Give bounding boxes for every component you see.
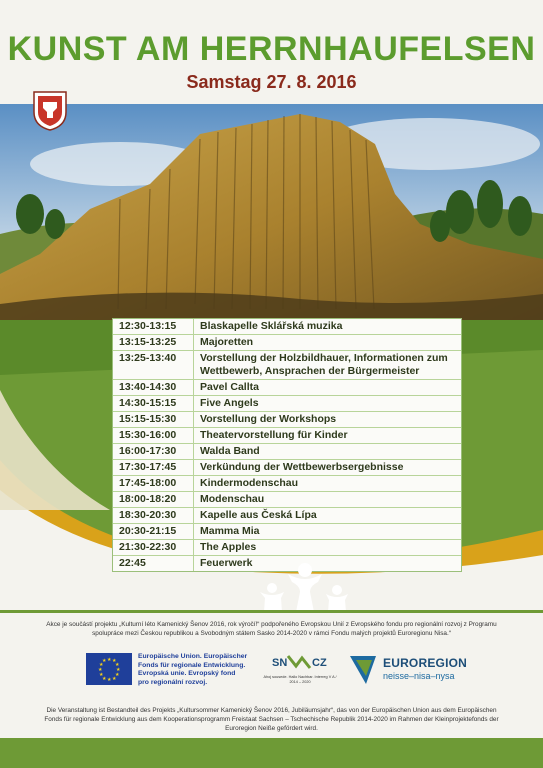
schedule-time: 15:30-16:00 (113, 428, 194, 443)
svg-text:★: ★ (107, 677, 112, 683)
svg-text:★: ★ (112, 658, 117, 664)
schedule-time: 17:45-18:00 (113, 476, 194, 491)
svg-text:★: ★ (115, 662, 120, 668)
schedule-time: 20:30-21:15 (113, 524, 194, 539)
schedule-row (113, 396, 461, 412)
schedule-row (113, 508, 461, 524)
svg-text:★: ★ (112, 676, 117, 682)
schedule-row (113, 540, 461, 556)
schedule-event: The Apples (200, 541, 257, 553)
svg-text:★: ★ (107, 657, 112, 663)
eu-fund-label: Europäische Union. Europäischer Fonds für regionale Entwicklung. Evropská unie. Evropský fond pro regionální rozvoj. (138, 653, 248, 686)
schedule-time: 12:30-13:15 (113, 319, 194, 334)
czech-funding-note: Akce je součástí projektu „Kulturní léto Kamenický Šenov 2016, rok výročí!“ podpořeného Evropskou Unií z Evropského fondu pro regionální rozvoj z Programu spolupráce mezi Českou republikou a Svobodným státem Sasko 2014-2020 v rámci Fondu malých projektů Euroregionu Nisa.“ (46, 621, 497, 637)
schedule-row (113, 380, 461, 396)
schedule-event: Blaskapelle Sklářská muzika (200, 320, 343, 332)
schedule-row (113, 444, 461, 460)
sncz-right-label: CZ (312, 657, 327, 669)
schedule-time: 18:00-18:20 (113, 492, 194, 507)
euroregion-title: EUROREGION (383, 656, 468, 670)
schedule-row (113, 476, 461, 492)
schedule-time: 15:15-15:30 (113, 412, 194, 427)
svg-text:★: ★ (115, 672, 120, 678)
schedule-event: Mamma Mia (200, 525, 260, 537)
eu-flag-icon (86, 653, 132, 685)
schedule-time: 22:45 (113, 556, 194, 571)
sn-cz-logo (266, 648, 336, 692)
event-date: Samstag 27. 8. 2016 (186, 72, 357, 92)
schedule-event: Vorstellung der Holzbildhauer, Informationen zum Wettbewerb, Ansprachen der Bürgermeister (200, 352, 448, 377)
schedule-row (113, 412, 461, 428)
rock-photo (0, 104, 543, 344)
schedule-event: Vorstellung der Workshops (200, 413, 337, 425)
svg-text:★: ★ (98, 667, 103, 673)
schedule-row (113, 524, 461, 540)
schedule-row (113, 460, 461, 476)
schedule-event: Verkündung der Wettbewerbsergebnisse (200, 461, 404, 473)
footer-bottom-bar (0, 738, 543, 768)
svg-text:★: ★ (116, 667, 121, 673)
schedule-time: 18:30-20:30 (113, 508, 194, 523)
schedule-row (113, 335, 461, 351)
program-schedule (112, 318, 462, 572)
schedule-row (113, 319, 461, 335)
schedule-event: Pavel Callta (200, 381, 259, 393)
schedule-time: 13:15-13:25 (113, 335, 194, 350)
schedule-row (113, 492, 461, 508)
schedule-event: Kapelle aus Česká Lípa (200, 509, 317, 521)
schedule-time: 21:30-22:30 (113, 540, 194, 555)
schedule-time: 17:30-17:45 (113, 460, 194, 475)
schedule-event: Walda Band (200, 445, 260, 457)
schedule-time: 13:25-13:40 (113, 351, 194, 379)
sncz-caption: Ahoj sousede. Hallo Nachbar. Interreg V A / 2014 – 2020 (263, 675, 337, 684)
schedule-event: Five Angels (200, 397, 259, 409)
svg-text:★: ★ (102, 658, 107, 664)
svg-text:★: ★ (102, 676, 107, 682)
sncz-left-label: SN (272, 657, 288, 669)
schedule-time: 14:30-15:15 (113, 396, 194, 411)
schedule-row (113, 428, 461, 444)
footer-divider-top (0, 610, 543, 613)
schedule-time: 13:40-14:30 (113, 380, 194, 395)
german-funding-note: Die Veranstaltung ist Bestandteil des Projekts „Kultursommer Kamenický Šenov 2016, Jubiläumsjahr“, das von der Europäischen Union aus dem Europäischen Fonds für regionale Entwicklung aus dem Kooperationsprogramm Freistaat Sachsen – Tschechische Republik 2014-2020 im Rahmen der Kleinprojektefonds der Euroregion Neiße gefördert wird. (44, 707, 499, 732)
svg-text:★: ★ (99, 672, 104, 678)
poster-title: KUNST AM HERRNHAUFELSEN (7, 30, 536, 68)
schedule-row (113, 351, 461, 380)
schedule-event: Feuerwerk (200, 557, 253, 569)
town-crest (30, 88, 70, 132)
svg-text:★: ★ (99, 662, 104, 668)
schedule-event: Theatervorstellung für Kinder (200, 429, 348, 441)
schedule-event: Majoretten (200, 336, 254, 348)
children-silhouette-icon (258, 562, 352, 612)
schedule-event: Kindermodenschau (200, 477, 299, 489)
schedule-event: Modenschau (200, 493, 265, 505)
euroregion-subtitle: neisse–nisa–nysa (383, 671, 455, 681)
schedule-time: 16:00-17:30 (113, 444, 194, 459)
